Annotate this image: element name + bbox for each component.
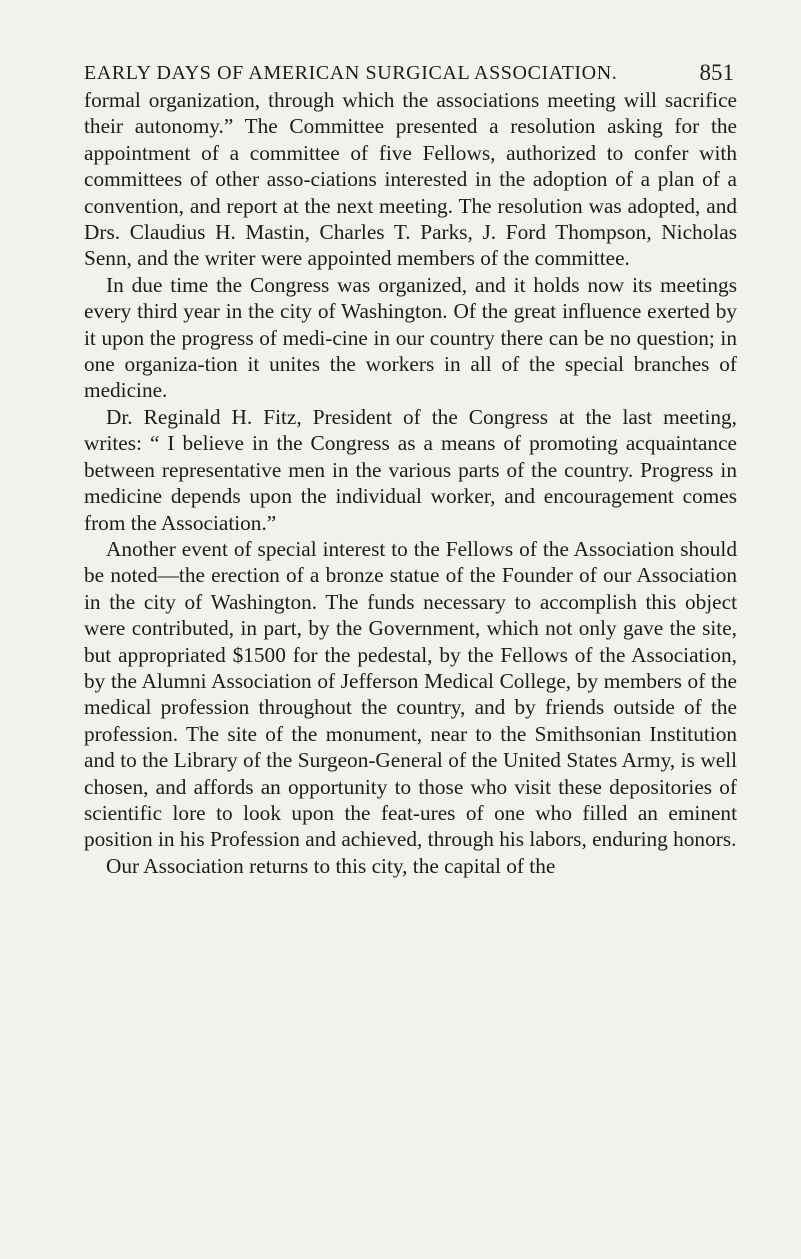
- paragraph-4: Another event of special interest to the Fellows of the Association should be noted—the erection of a bronze statue of the Founder of our Association in the city of Washington. The funds necessary to accomplish this object were contributed, in part, by the Government, which not only gave the site, but appropriated $1500 for the pedestal, by the Fellows of the Association, by the Alumni Association of Jefferson Medical College, by members of the medical profession throughout the country, and by friends outside of the profession. The site of the monument, near to the Smithsonian Institution and to the Library of the Surgeon-General of the United States Army, is well chosen, and affords an opportunity to those who visit these depositories of scientific lore to look upon the feat-ures of one who filled an eminent position in his Profession and achieved, through his labors, enduring honors.: [84, 536, 737, 852]
- page-number: 851: [699, 60, 734, 85]
- paragraph-2: In due time the Congress was organized, and it holds now its meetings every third year in the city of Washington. Of the great influence exerted by it upon the progress of medi-cine in our country there can be no question; in one organiza-tion it unites the workers in all of the special branches of medicine.: [84, 272, 737, 403]
- paragraph-3: Dr. Reginald H. Fitz, President of the Congress at the last meeting, writes: “ I believe in the Congress as a means of promoting acquaintance between representative men in the various parts of the country. Progress in medicine depends upon the individual worker, and encouragement comes from the Association.”: [84, 404, 737, 535]
- paragraph-1: formal organization, through which the associations meeting will sacrifice their autonomy.” The Committee presented a resolution asking for the appointment of a committee of five Fellows, authorized to confer with committees of other asso-ciations interested in the adoption of a plan of a convention, and report at the next meeting. The resolution was adopted, and Drs. Claudius H. Mastin, Charles T. Parks, J. Ford Thompson, Nicholas Senn, and the writer were appointed members of the committee.: [84, 88, 737, 271]
- running-title: EARLY DAYS OF AMERICAN SURGICAL ASSOCIATION.: [84, 62, 618, 84]
- body-text: [84, 87, 737, 879]
- paragraph-5: Our Association returns to this city, the capital of the: [106, 853, 556, 878]
